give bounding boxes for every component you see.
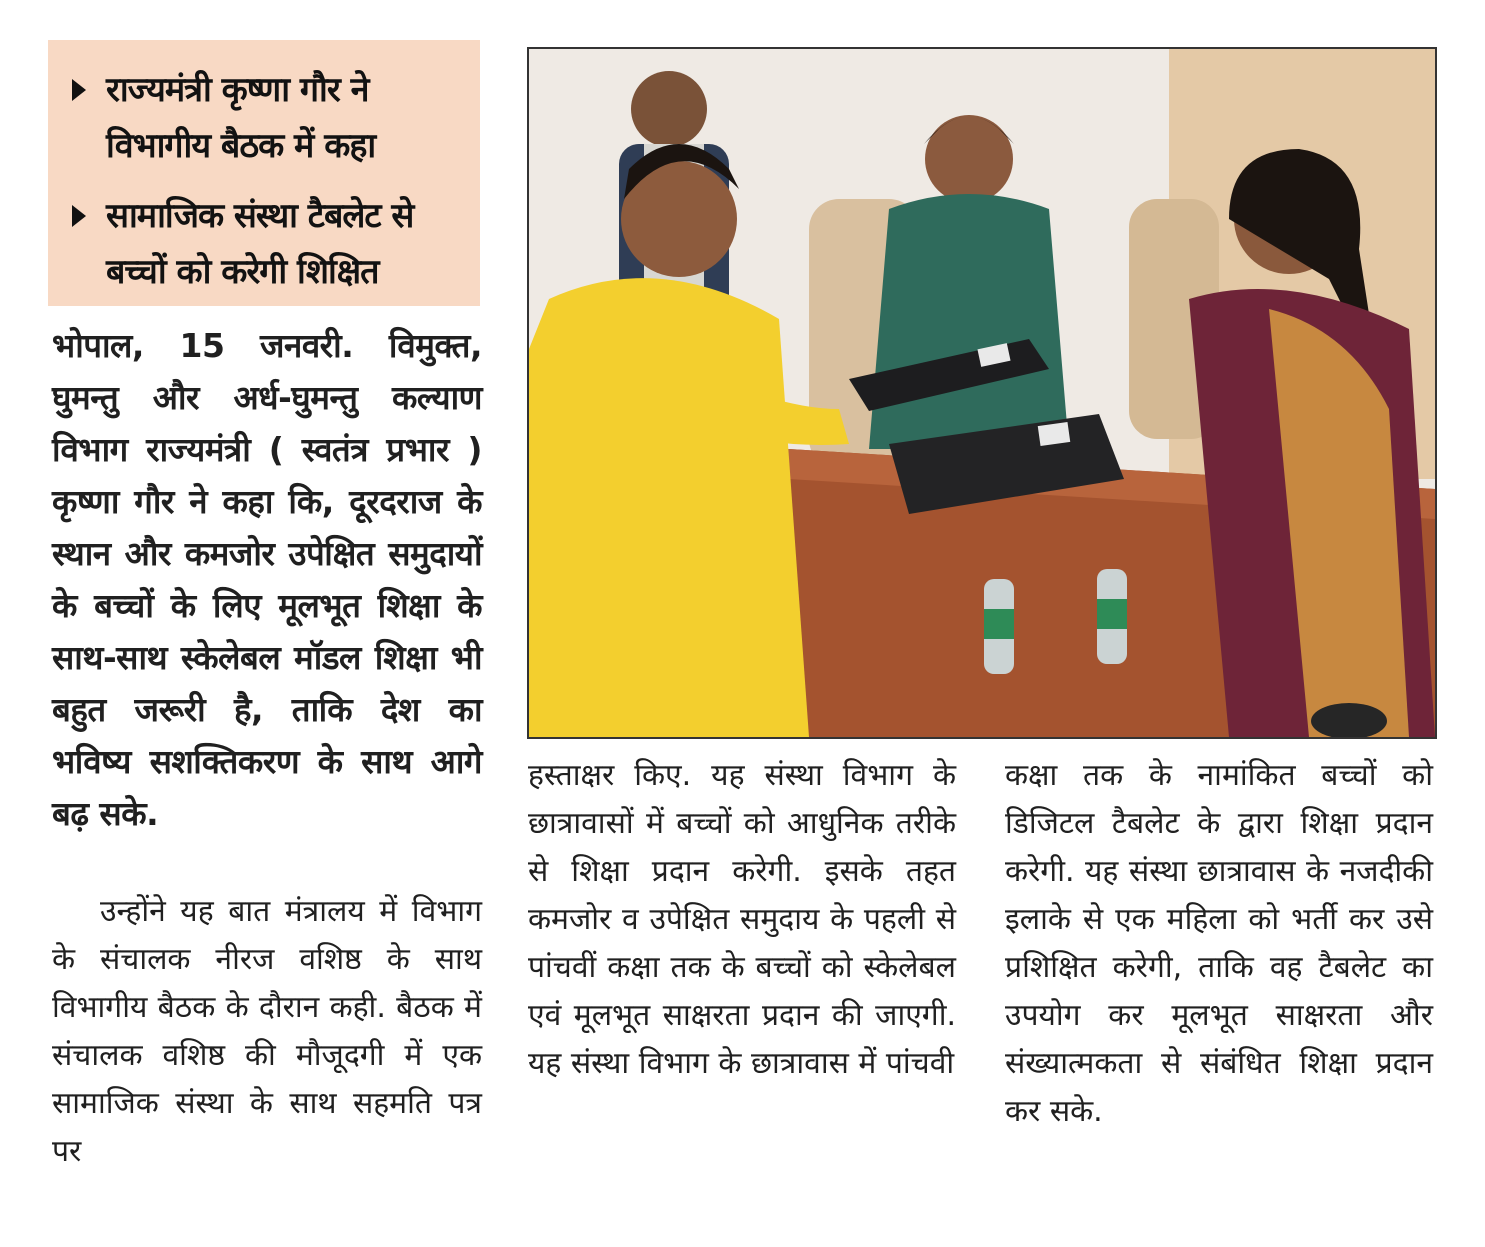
highlight-item <box>72 62 466 174</box>
news-photo <box>527 47 1437 739</box>
highlight-text: राज्यमंत्री कृष्णा गौर ने विभागीय बैठक में कहा <box>106 70 376 166</box>
highlight-item <box>72 188 466 300</box>
article-column-2: हस्ताक्षर किए. यह संस्था विभाग के छात्रावासों में बच्चों को आधुनिक तरीके से शिक्षा प्रदान करेगी. इसके तहत कमजोर व उपेक्षित समुदाय के पहली से पांचवीं कक्षा तक के बच्चों को स्केलेबल एवं मूलभूत साक्षरता प्रदान की जाएगी. यह संस्था विभाग के छात्रावास में पांचवी <box>528 758 956 1081</box>
photo-illustration <box>529 49 1435 737</box>
article-column-1: उन्होंने यह बात मंत्रालय में विभाग के संचालक नीरज वशिष्ठ के साथ विभागीय बैठक के दौरान कही. बैठक में संचालक वशिष्ठ की मौजूदगी में एक सामाजिक संस्था के साथ सहमति पत्र पर <box>52 894 482 1169</box>
article-column-3: कक्षा तक के नामांकित बच्चों को डिजिटल टैबलेट के द्वारा शिक्षा प्रदान करेगी. यह संस्था छात्रावास के नजदीकी इलाके से एक महिला को भर्ती कर उसे प्रशिक्षित करेगी, ताकि वह टैबलेट का उपयोग कर मूलभूत साक्षरता और संख्यात्मकता से संबंधित शिक्षा प्रदान कर सके. <box>1005 758 1433 1129</box>
article-lead: भोपाल, 15 जनवरी. विमुक्त, घुमन्तु और अर्ध-घुमन्तु कल्याण विभाग राज्यमंत्री ( स्वतंत्र प्रभार ) कृष्णा गौर ने कहा कि, दूरदराज के स्थान और कमजोर उपेक्षित समुदायों के बच्चों के लिए मूलभूत शिक्षा के साथ-साथ स्केलेबल मॉडल शिक्षा भी बहुत जरूरी है, ताकि देश का भविष्य सशक्तिकरण के साथ आगे बढ़ सके. <box>52 326 482 833</box>
triangle-bullet-icon <box>72 205 86 227</box>
triangle-bullet-icon <box>72 79 86 101</box>
highlights-box <box>48 40 480 306</box>
highlight-text: सामाजिक संस्था टैबलेट से बच्चों को करेगी शिक्षित <box>106 196 414 292</box>
